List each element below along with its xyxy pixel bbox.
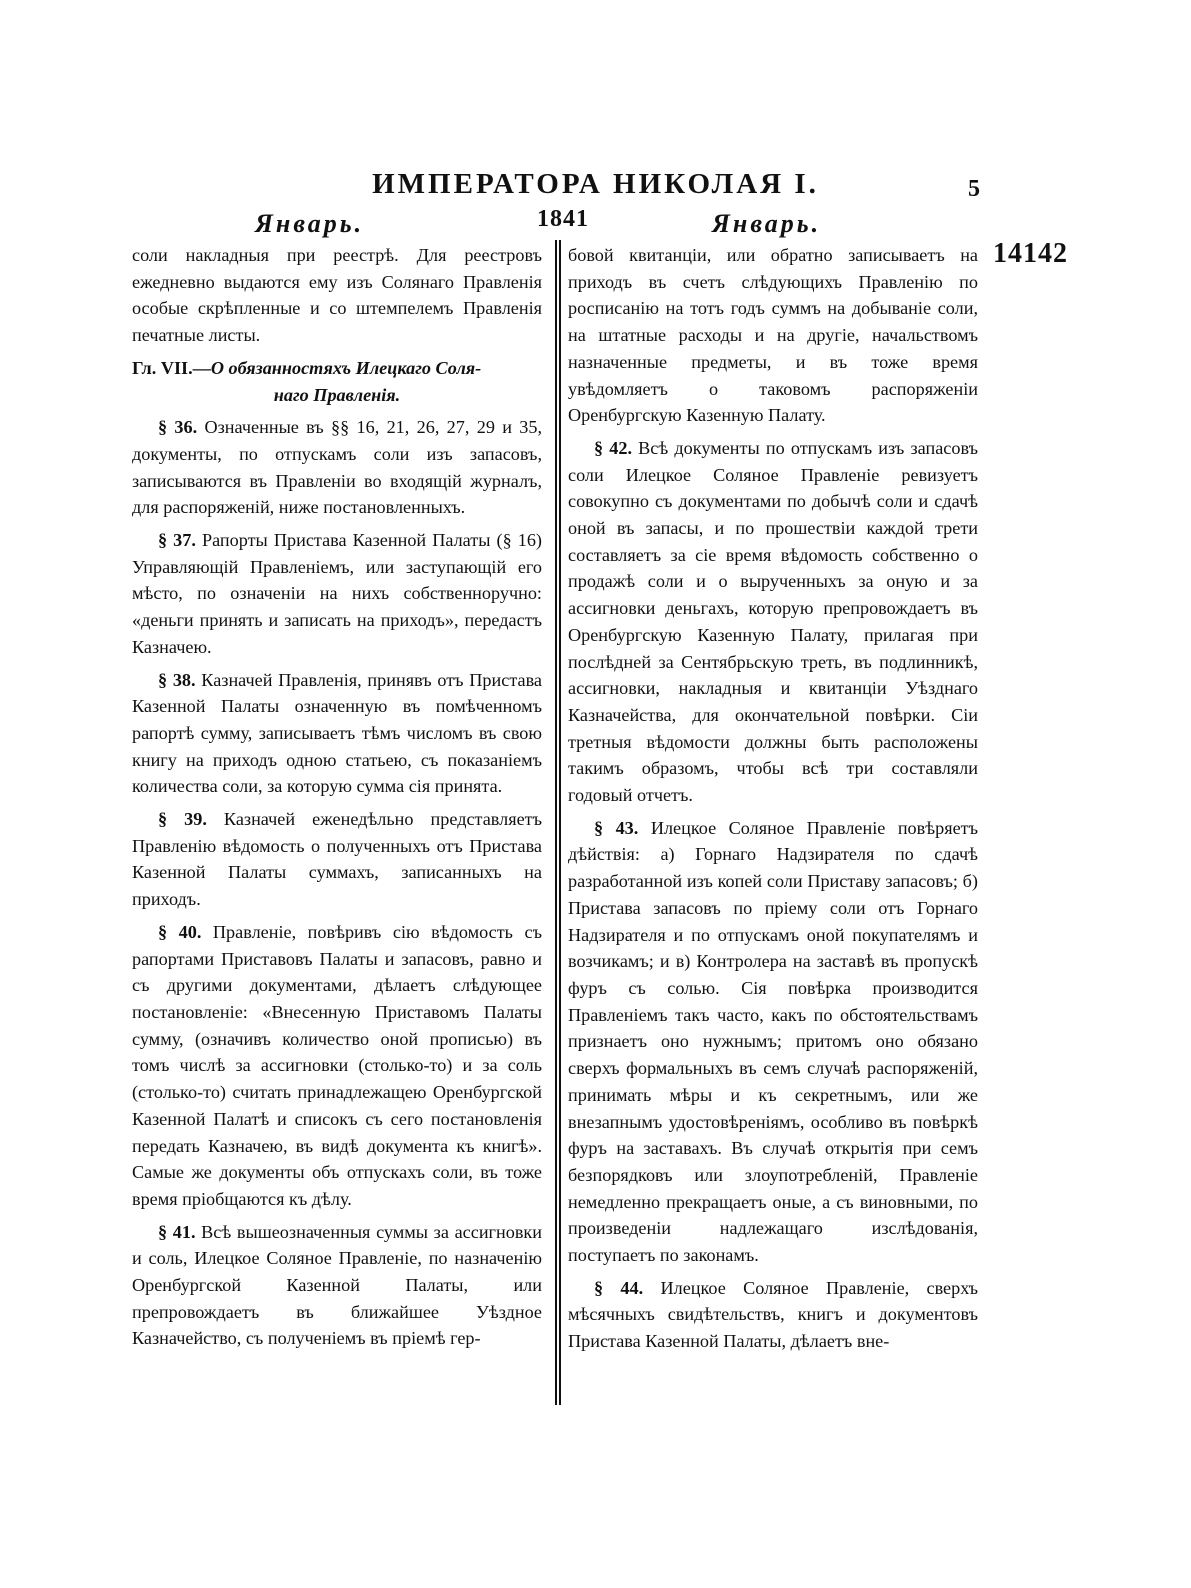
paragraph-41 — [132, 1219, 542, 1353]
page-title: ИМПЕРАТОРА НИКОЛАЯ I. — [372, 168, 819, 200]
section-number: § 36. — [158, 417, 198, 438]
month-right: Январь. — [712, 209, 822, 238]
paragraph-continued: бовой квитанціи, или обратно записываетъ на приходъ въ счетъ слѣдующихъ Правленію по росписанію на тотъ годъ суммъ на добываніе соли, на штатные расходы и на другіе, начальствомъ назначенные предметы, и въ тоже время увѣдомляетъ о таковомъ распоряженіи Оренбургскую Казенную Палату. — [568, 245, 978, 426]
paragraph-text: Рапорты Пристава Казенной Палаты (§ 16) Управляющій Правленіемъ, или заступающій его мѣсто, по означеніи на нихъ собственноручно: «деньги принять и записать на приходъ», передастъ Казначею. — [132, 530, 542, 657]
law-number: 14142 — [993, 238, 1068, 269]
section-number: § 40. — [158, 921, 202, 942]
paragraph-text: Илецкое Соляное Правленіе, сверхъ мѣсячныхъ свидѣтельствъ, книгъ и документовъ Пристава Казенной Палаты, дѣлаетъ вне- — [568, 1277, 979, 1352]
right-column — [568, 242, 978, 1361]
section-number: § 41. — [158, 1221, 196, 1242]
paragraph-39 — [132, 806, 542, 913]
section-number: § 42. — [594, 437, 632, 458]
paragraph-37 — [132, 527, 542, 661]
section-number: § 43. — [594, 817, 639, 838]
page-number: 5 — [968, 176, 980, 202]
chapter-number: Гл. VII.— — [132, 357, 211, 378]
paragraph-text: Казначей еженедѣльно представляетъ Правленію вѣдомость о полученныхъ отъ Пристава Казенной Палаты суммахъ, записанныхъ на приходъ. — [132, 809, 542, 910]
left-column — [132, 242, 542, 1358]
chapter-heading — [132, 355, 542, 408]
chapter-title-cont: наго Правленія. — [273, 384, 401, 405]
paragraph-text: Илецкое Соляное Правленіе повѣряетъ дѣйствія: а) Горнаго Надзирателя по сдачѣ разработанной изъ копей соли Приставу запасовъ; б) Пристава запасовъ по пріему соли отъ Горнаго Надзирателя и по отпускамъ оной покупателямъ и возчикамъ; и в) Контролера на заставѣ въ пропускѣ фуръ съ солью. Сія повѣрка производится Правленіемъ такъ часто, какъ по обстоятельствамъ признаетъ оно нужнымъ; притомъ оно обязано сверхъ формальныхъ въ семъ случаѣ распоряженій, принимать мѣры и къ секретнымъ, или же внезапнымъ удостовѣреніямъ, особливо въ повѣркѣ фуръ на заставахъ. Въ случаѣ открытія при семъ безпорядковъ или злоупотребленій, Правленіе немедленно прекращаетъ оные, а съ виновными, по произведеніи надлежащаго изслѣдованія, поступаетъ по законамъ. — [568, 817, 979, 1266]
section-number: § 39. — [158, 809, 207, 830]
paragraph-44 — [568, 1275, 978, 1355]
paragraph-38 — [132, 667, 542, 801]
section-number: § 38. — [158, 669, 196, 690]
paragraph-text: Казначей Правленія, принявъ отъ Пристава Казенной Палаты означенную въ помѣченномъ рапортѣ сумму, записываетъ тѣмъ числомъ въ свою книгу на приходъ одною статьею, съ показаніемъ количества соли, за которую сумма сія принята. — [132, 669, 542, 797]
chapter-title: О обязанностяхъ Илецкаго Соля- — [210, 357, 482, 378]
paragraph-text: Всѣ документы по отпускамъ изъ запасовъ соли Илецкое Соляное Правленіе ревизуетъ совокупно съ документами по добычѣ соли и сдачѣ оной въ запасы, и по прошествіи каждой трети составляетъ за сіе время вѣдомость собственно о продажѣ соли и о вырученныхъ за оную и за ассигновки деньгахъ, которую препровождаетъ въ Оренбургскую Казенную Палату, прилагая при послѣдней за Сентябрьскую треть, въ подлинникѣ, ассигновки, накладныя и квитанціи Уѣзднаго Казначейства, для окончательной повѣрки. Сіи третныя вѣдомости должны быть расположены такимъ образомъ, чтобы всѣ три составляли годовый отчетъ. — [568, 437, 978, 806]
paragraph-43 — [568, 815, 978, 1269]
paragraph-continued: соли накладныя при реестрѣ. Для реестровъ ежедневно выдаются ему изъ Солянаго Правленія особые скрѣпленные и со штемпелемъ Правленія печатные листы. — [132, 245, 542, 346]
paragraph-text: Всѣ вышеозначенныя суммы за ассигновки и соль, Илецкое Соляное Правленіе, по назначенію Оренбургской Казенной Палаты, или препровождаетъ въ ближайшее Уѣздное Казначейство, съ полученіемъ въ пріемѣ гер- — [132, 1221, 543, 1349]
section-number: § 44. — [594, 1277, 644, 1298]
paragraph-40 — [132, 919, 542, 1213]
paragraph-text: Правленіе, повѣривъ сію вѣдомость съ рапортами Приставовъ Палаты и запасовъ, равно и съ другими документами, дѣлаетъ слѣдующее постановленіе: «Внесенную Приставомъ Палаты сумму, (означивъ количество оной прописью) въ томъ числѣ за ассигновки (столько-то) и за соль (столько-то) считать принадлежащею Оренбургской Казенной Палатѣ и списокъ съ сего постановленія передать Казначею, въ видѣ документа къ книгѣ». Самые же документы объ отпускахъ соли, въ тоже время пріобщаются къ дѣлу. — [132, 921, 542, 1209]
month-left: Январь. — [255, 209, 365, 238]
paragraph-42 — [568, 435, 978, 809]
section-number: § 37. — [158, 530, 196, 551]
paragraph-text: Означенные въ §§ 16, 21, 26, 27, 29 и 35, документы, по отпускамъ соли изъ запасовъ, записываются въ Правленіи во входящій журналъ, для распоряженій, ниже постановленныхъ. — [132, 417, 543, 518]
year: 1841 — [537, 206, 589, 232]
paragraph-36 — [132, 414, 542, 521]
column-divider — [555, 240, 561, 1405]
